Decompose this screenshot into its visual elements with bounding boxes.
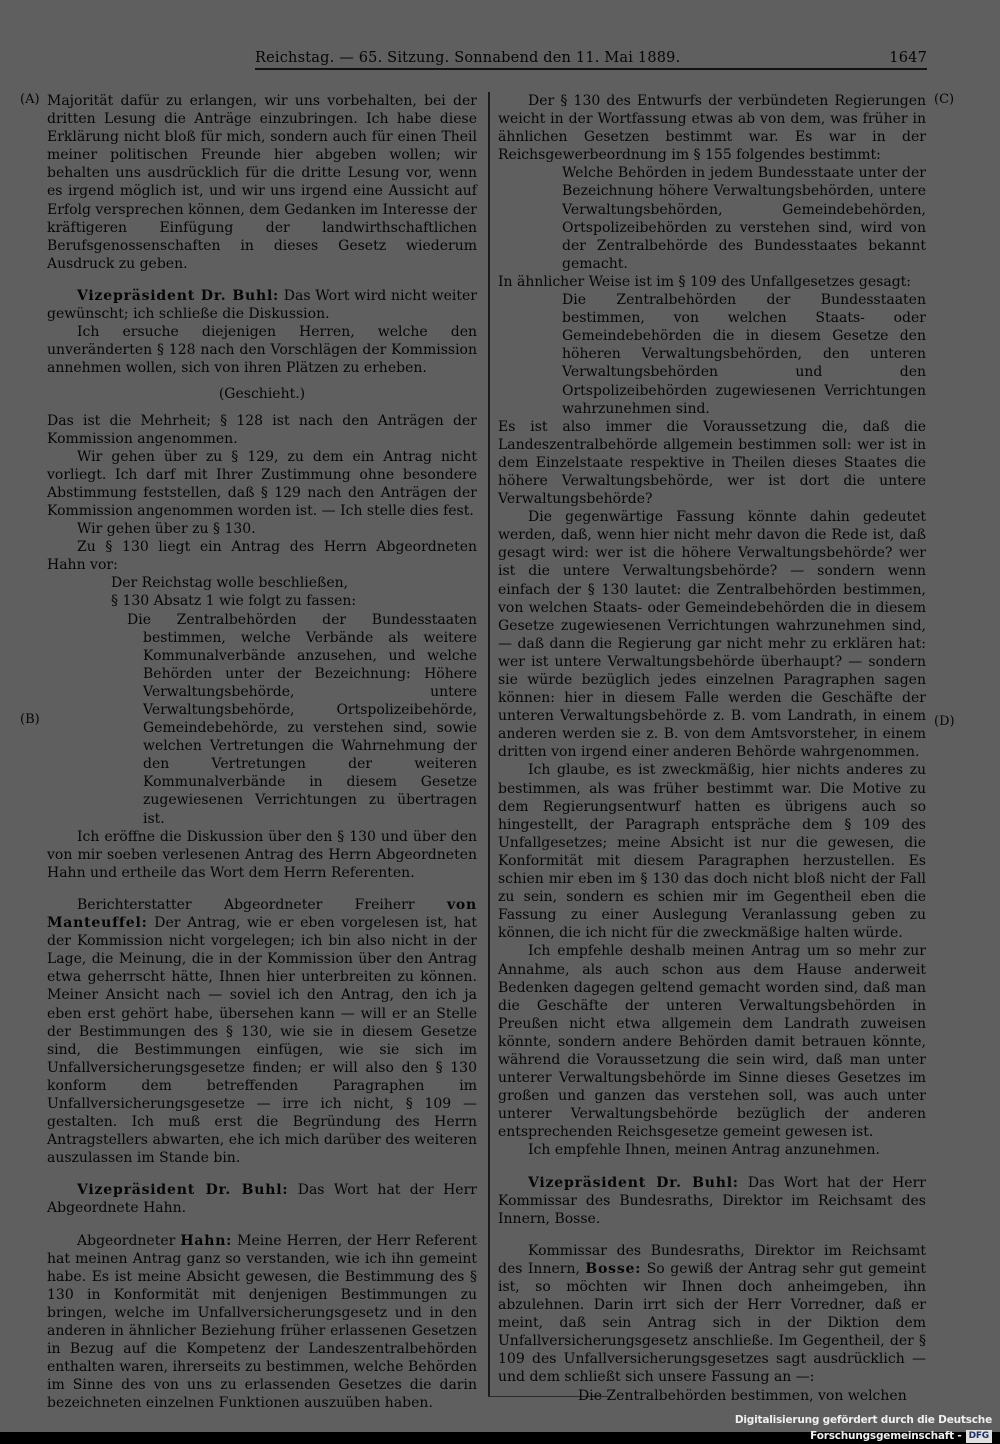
paragraph: Es ist also immer die Voraussetzung die, daß die Landeszentralbehörde allgemein bestimmen soll: wer ist in dem Einzelstaate respektive in Theilen dieses Staates die höhere Verwaltungsbehörde, wer ist dort die untere Verwaltungsbehörde? (498, 418, 926, 508)
left-column (47, 92, 477, 1412)
paragraph: In ähnlicher Weise ist im § 109 des Unfallgesetzes gesagt: (498, 273, 912, 290)
paragraph: Der § 130 des Entwurfs der verbündeten Regierungen weicht in der Wortfassung etwas ab von dem, was früher in ähnlichen Gesetzen bestimmt war. Es war in der Reichsgewerbeordnung im § 155 folgendes bestimmt: (498, 93, 926, 164)
speech-text: Meine Herren, der Herr Referent hat meinen Antrag ganz so verstanden, wie ich ihn gemeint habe. Es ist meine Absicht gewesen, die Bestimmung des § 130 in Konformität mit denjenigen Bestimmungen zu bringen, welche im Unfallversicherungsgesetz und in den anderen in ähnlicher Beziehung früher erlassenen Gesetzen in Bezug auf die Kompetenz der Landeszentralbehörden enthalten waren, ihrerseits zu bestimmen, welche Behörden im Sinne des von uns zu erlassenden Gesetzes die darin bezeichneten einzelnen Funktionen auszuüben haben. (47, 1232, 477, 1412)
dfg-logo: DFG (966, 1430, 992, 1443)
right-column (498, 92, 926, 1405)
header-rule (255, 68, 927, 70)
speech-paragraph (47, 1181, 477, 1217)
paragraph: Ich eröffne die Diskussion über den § 130 und über den von mir soeben verlesenen Antrag des Herrn Abgeordneten Hahn und ertheile das Wort dem Herrn Referenten. (47, 828, 477, 881)
paragraph: Wir gehen über zu § 130. (77, 521, 256, 538)
speaker-intro: Abgeordneter (77, 1232, 176, 1249)
speaker-name: Vizepräsident Dr. Buhl: (528, 1174, 739, 1191)
motion-line: § 130 Absatz 1 wie folgt zu fassen: (111, 593, 357, 610)
margin-mark-d: (D) (934, 714, 955, 729)
paragraph: Das ist die Mehrheit; § 128 ist nach den Anträgen der Kommission angenommen. (47, 412, 477, 447)
digitization-credit (600, 1412, 992, 1442)
speech-paragraph (47, 896, 477, 1167)
speech-paragraph (47, 1232, 477, 1413)
paragraph: Majorität dafür zu erlangen, wir uns vorbehalten, bei der dritten Lesung die Anträge einzubringen. Ich habe diese Erklärung nicht bloß für mich, sondern auch für einen Theil meiner politischen Freunde hier abgeben wollen; wir behalten uns ausdrücklich für die dritte Lesung vor, wenn es irgend möglich ist, und wir uns irgend eine Aussicht auf Erfolg versprechen können, dem Gedanken im Interesse der kräftigeren Einfügung der landwirthschaftlichen Berufsgenossenschaften in dieses Gesetz wiederum Ausdruck zu geben. (47, 93, 477, 272)
speech-text: Das Wort wird nicht weiter gewünscht; ich schließe die Diskussion. (47, 287, 477, 323)
speech-text: Das Wort hat der Herr Abgeordnete Hahn. (47, 1182, 477, 1217)
paragraph: Ich empfehle deshalb meinen Antrag um so mehr zur Annahme, als auch schon aus dem Hause anderweit Bedenken dagegen geltend gemacht worden sind, daß man die Geschäfte der unteren Verwaltungsbehörden in Preußen nicht etwa allgemein dem Landrath zuweisen könnte, sondern andere Behörden damit betrauen könnte, während die Voraussetzung die sein wird, daß man unter unterer Verwaltungsbehörde im Sinne dieses Gesetzes im großen und ganzen das verstehen soll, was auch unter unterer Verwaltungsbehörde bezüglich der anderen entsprechenden Reichsgesetze gemeint gewesen ist. (498, 943, 926, 1141)
quoted-law: Die Zentralbehörden der Bundesstaaten bestimmen, von welchen Staats- oder Gemeindebehörden die in diesem Gesetze den höheren Verwaltungsbehörden, den unteren Verwaltungsbehörden und den Ortspolizeibehörden zugewiesenen Verrichtungen wahrzunehmen sind. (562, 292, 926, 417)
page-number: 1647 (889, 50, 927, 66)
speaker-name: Bosse: (585, 1260, 642, 1277)
speaker-intro: Berichterstatter Abgeordneter Freiherr (77, 896, 415, 913)
margin-mark-a: (A) (20, 92, 40, 107)
speech-paragraph (498, 1242, 926, 1387)
speaker-name: von Manteuffel: (47, 896, 478, 932)
paragraph: Die gegenwärtige Fassung könnte dahin gedeutet werden, daß, wenn hier nicht mehr davon die Rede ist, daß gesagt wird: wer ist die höhere Verwaltungsbehörde? wer ist die untere Verwaltungsbehörde? — sondern wenn einfach der § 130 lautet: die Zentralbehörden bestimmen, von welchen Staats- oder Gemeindebehörden die in diesem Gesetze zugewiesenen Verrichtungen wahrzunehmen sind, — daß dann die Regierung gar nicht mehr zu erklären hat: wer ist untere Verwaltungsbehörde überhaupt? — sondern sie würde bezüglich jedes einzelnen Paragraphen sagen können: hier in diesem Falle werden die Geschäfte der unteren Verwaltungsbehörde z. B. vom Landrath, in einem anderen werden sie z. B. von dem Amtsvorsteher, in einem dritten von irgend einer anderen Behörde wahrgenommen. (498, 509, 926, 761)
speech-paragraph (498, 1174, 926, 1228)
motion-text: Die Zentralbehörden der Bundesstaaten bestimmen, welche Verbände als weitere Kommunalverbände anzusehen, und welche Behörden unter der Bezeichnung: Höhere Verwaltungsbehörde, untere Verwaltungsbehörde, Ortspolizeibehörde, Gemeindebehörde, zu verstehen sind, sowie welchen Vertretungen die Wahrnehmung der den Vertretungen der weiteren Kommunalverbände in diesem Gesetze zugewiesenen Verrichtungen zu übertragen ist. (127, 611, 477, 827)
margin-mark-b: (B) (20, 712, 40, 727)
speaker-name: Vizepräsident Dr. Buhl: (77, 287, 280, 304)
paragraph: Ich ersuche diejenigen Herren, welche den unveränderten § 128 nach den Vorschlägen der Kommission annehmen wollen, sich von ihren Plätzen zu erheben. (47, 324, 477, 377)
stage-note: (Geschieht.) (218, 386, 306, 403)
speech-text: So gewiß der Antrag sehr gut gemeint ist, so möchten wir Ihnen doch anheimgeben, ihn abzulehnen. Darin irrt sich der Herr Vorredner, daß er meint, daß sein Antrag sich in der Diktion dem Unfallversicherungsgesetz anschließe. Im Gegentheil, der § 109 des Unfallversicherungsgesetzes sagt ausdrücklich — und dem schließt sich unsere Fassung an —: (498, 1260, 927, 1386)
quoted-law: Welche Behörden in jedem Bundesstaate unter der Bezeichnung höhere Verwaltungsbehörden, untere Verwaltungsbehörden, Gemeindebehörden, Ortspolizeibehörden zu verstehen sind, wird von der Zentralbehörde des Bundesstaates bekannt gemacht. (562, 165, 926, 272)
margin-mark-c: (C) (934, 92, 955, 107)
paragraph: Ich empfehle Ihnen, meinen Antrag anzunehmen. (528, 1142, 880, 1159)
speech-paragraph (47, 287, 477, 323)
quoted-law: Die Zentralbehörden bestimmen, von welchen (578, 1387, 907, 1404)
column-divider (488, 92, 490, 1397)
speaker-name: Vizepräsident Dr. Buhl: (77, 1182, 289, 1199)
credit-text: Digitalisierung gefördert durch die Deutsche Forschungsgemeinschaft - (734, 1414, 992, 1442)
speaker-intro: Kommissar des Bundesraths, Direktor im Reichsamt des Innern, (498, 1242, 926, 1277)
header-title: Reichstag. — 65. Sitzung. Sonnabend den 11. Mai 1889. (255, 50, 681, 66)
motion-line: Der Reichstag wolle beschließen, (111, 575, 349, 592)
speaker-name: Hahn: (180, 1232, 233, 1249)
speech-text: Der Antrag, wie er eben vorgelesen ist, hat der Kommission nicht vorgelegen; ich bin also nicht in der Lage, die Meinung, die in der Kommission über den Antrag etwa geherrscht hätte, Ihnen hier unterbreiten zu können. Meiner Ansicht nach — soviel ich den Antrag, den ich ja eben erst gehört habe, übersehen kann — will er an Stelle der Bestimmungen des § 130, wie sie in diesem Gesetze sind, die Bestimmungen einfügen, wie sie sich im Unfallversicherungsgesetze finden; er will also den § 130 konform dem betreffenden Paragraphen im Unfallversicherungsgesetze — irre ich nicht, § 109 — gestalten. Ich muß erst die Begründung des Herrn Antragstellers abwarten, ehe ich mich darüber des weiteren auszulassen im Stande bin. (47, 915, 478, 1167)
paragraph: Ich glaube, es ist zweckmäßig, hier nichts anderes zu bestimmen, als was früher bestimmt war. Die Motive zu dem Regierungsentwurf hatten es übrigens auch so hingestellt, der Paragraph entspräche dem § 109 des Unfallgesetzes; meine Absicht ist nur die gewesen, die Konformität mit diesem Paragraphen herzustellen. Es schien mir eben im § 130 das doch nicht bloß nicht der Fall zu sein, sondern es schien mir im Gegentheil eben die Fassung zu einer Auslegung Veranlassung geben zu können, die ich nicht für die zweckmäßige halten würde. (498, 762, 926, 942)
running-header (255, 48, 927, 68)
paragraph: Zu § 130 liegt ein Antrag des Herrn Abgeordneten Hahn vor: (47, 539, 477, 574)
speech-text: Das Wort hat der Herr Kommissar des Bundesraths, Direktor im Reichsamt des Innern, Bosse. (498, 1174, 926, 1227)
paragraph: Wir gehen über zu § 129, zu dem ein Antrag nicht vorliegt. Ich darf mit Ihrer Zustimmung ohne besondere Abstimmung feststellen, daß § 129 nach den Anträgen der Kommission angenommen worden ist. — Ich stelle dies fest. (47, 448, 477, 519)
